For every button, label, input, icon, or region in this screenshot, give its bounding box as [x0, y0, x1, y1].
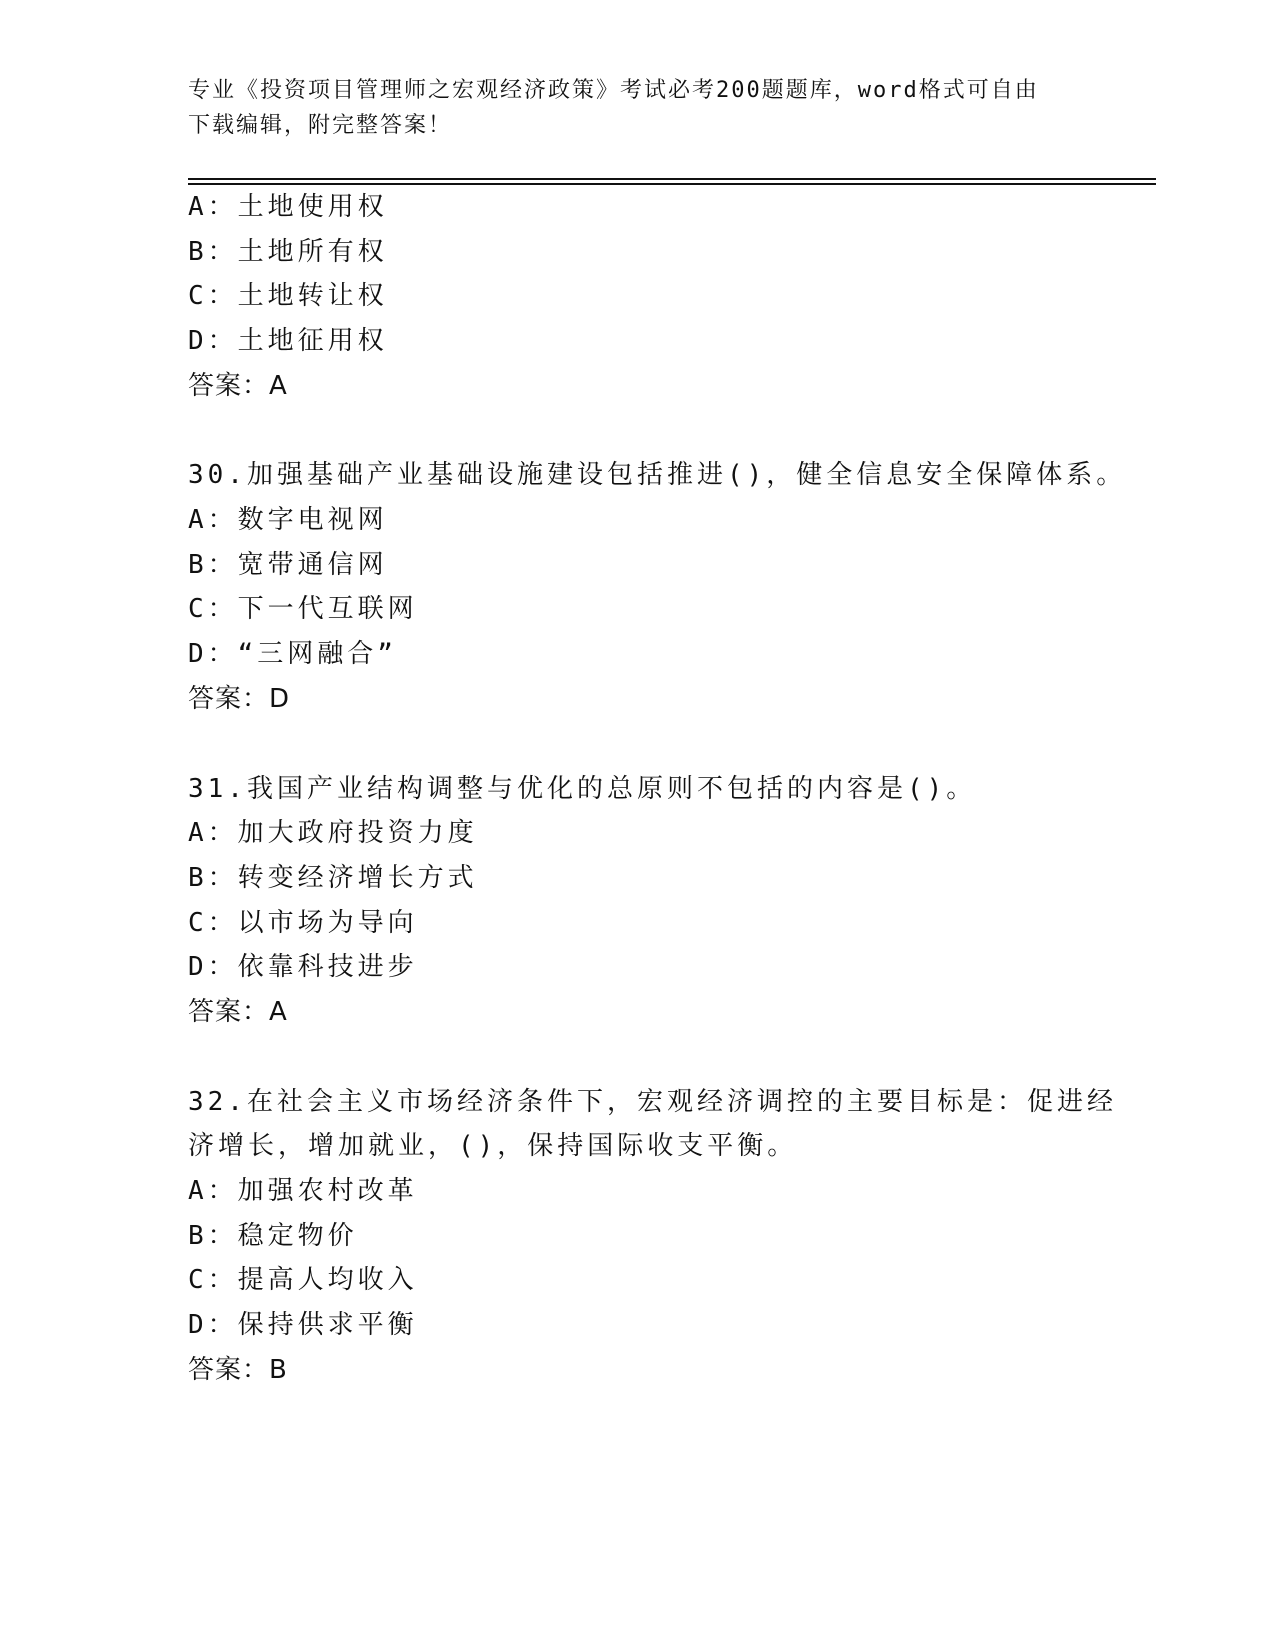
q32-answer: 答案：B — [188, 1355, 288, 1385]
q32-option-a: A：加强农村改革 — [188, 1176, 418, 1206]
q31-question: 31.我国产业结构调整与优化的总原则不包括的内容是()。 — [188, 774, 977, 804]
q30-option-b: B：宽带通信网 — [188, 550, 388, 580]
header-line-1: 专业《投资项目管理师之宏观经济政策》考试必考200题题库，word格式可自由 — [188, 78, 1039, 103]
q31-option-b: B：转变经济增长方式 — [188, 863, 478, 893]
q31-option-a: A：加大政府投资力度 — [188, 818, 478, 848]
q31-answer: 答案：A — [188, 997, 288, 1027]
header-line-2: 下载编辑，附完整答案！ — [188, 113, 453, 138]
document-header — [188, 73, 1088, 143]
q29-option-d: D：土地征用权 — [188, 326, 388, 356]
q29-answer: 答案：A — [188, 371, 288, 401]
q32-option-c: C：提高人均收入 — [188, 1265, 418, 1295]
q32-question-line-1: 32.在社会主义市场经济条件下，宏观经济调控的主要目标是：促进经 — [188, 1087, 1117, 1117]
q30-answer: 答案：D — [188, 684, 291, 714]
q31-option-c: C：以市场为导向 — [188, 908, 418, 938]
q32-option-d: D：保持供求平衡 — [188, 1310, 418, 1340]
q29-option-b: B：土地所有权 — [188, 237, 388, 267]
q30-option-c: C：下一代互联网 — [188, 594, 418, 624]
q31-option-d: D：依靠科技进步 — [188, 952, 418, 982]
q29-option-c: C：土地转让权 — [188, 281, 388, 311]
q32-option-b: B：稳定物价 — [188, 1221, 358, 1251]
q29-option-a: A：土地使用权 — [188, 192, 388, 222]
header-divider-top — [188, 178, 1156, 180]
q30-option-a: A：数字电视网 — [188, 505, 388, 535]
q30-question: 30.加强基础产业基础设施建设包括推进()，健全信息安全保障体系。 — [188, 460, 1127, 490]
q32-question-line-2: 济增长，增加就业，()，保持国际收支平衡。 — [188, 1131, 798, 1161]
q30-option-d: D：“三网融合” — [188, 639, 397, 669]
